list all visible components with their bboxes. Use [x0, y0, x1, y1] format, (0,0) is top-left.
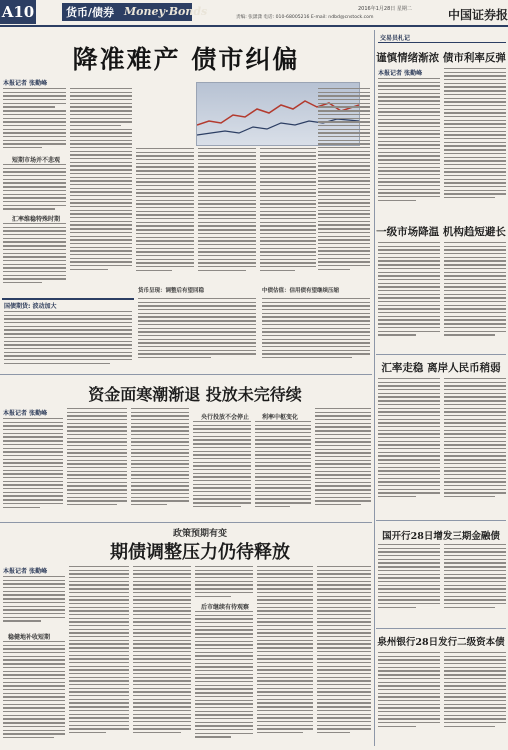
- main-story-lower-b: [262, 298, 370, 368]
- futures-note-text: [4, 311, 132, 367]
- right-headline-2: 一级市场降温 机构趋短避长: [376, 226, 506, 238]
- capital-col5: [255, 421, 311, 518]
- capital-col6: [315, 408, 371, 518]
- subhead-money-outlook: 货币呈现：调整后有望回稳: [138, 288, 205, 294]
- masthead-editor-line: 责编: 张潇潇 电话: 010-68005216 E-mail: ndbd@cnstock.com: [236, 15, 374, 20]
- subhead-central-bank: 央行投放不会停止: [201, 414, 250, 421]
- masthead-section-title: 货币/债券: [66, 6, 115, 19]
- main-headline: 降准难产 债市纠偏: [72, 45, 300, 74]
- right-headline-1: 谨慎情绪渐浓 债市利率反弹: [376, 52, 506, 64]
- right-rule-1: [376, 354, 506, 355]
- masthead-date: 2016年1月28日 星期二: [358, 6, 412, 12]
- main-story-col6: [318, 88, 370, 288]
- subhead-short-hedging: 稳健地补收短期: [8, 634, 51, 641]
- main-story-col5: [260, 148, 316, 288]
- futures-col1: [3, 576, 65, 630]
- right-headline-5: 泉州银行28日发行二级资本债: [377, 637, 505, 648]
- right-story-5b: [444, 652, 506, 746]
- futures-note-title: 国债期货: 波动加大: [4, 303, 57, 310]
- right-story-3b: [444, 378, 506, 516]
- subhead-rate-center: 利率中枢变化: [262, 414, 299, 421]
- page-number-badge: A10: [0, 0, 36, 24]
- right-headline-4: 国开行28日增发三期金融债: [382, 531, 500, 542]
- right-rule-3: [376, 628, 506, 629]
- right-story-4a: [378, 544, 440, 624]
- subhead-credit-outlook: 中债估值：信用债有望继续压缩: [262, 288, 340, 294]
- futures-col4: [195, 566, 253, 600]
- masthead-rule: [0, 25, 508, 27]
- futures-kicker: 政策预期有变: [172, 529, 227, 539]
- capital-col4: [193, 421, 251, 518]
- rule-under-main: [0, 374, 372, 375]
- right-byline-1: 本报记者 张勤峰: [378, 70, 423, 77]
- right-story-5a: [378, 652, 440, 746]
- capital-col2: [67, 408, 127, 518]
- right-section-kicker: 交易员札记: [380, 35, 411, 42]
- right-story-1a: [378, 78, 440, 218]
- right-story-2b: [444, 242, 506, 350]
- rule-under-capital: [0, 522, 372, 523]
- subhead-fx-stability: 汇率维稳特殊时期: [12, 216, 61, 223]
- masthead-paper-name: 中国证券报: [448, 8, 508, 22]
- main-story-col1b: [3, 164, 66, 214]
- right-story-4b: [444, 544, 506, 624]
- capital-byline: 本报记者 张勤峰: [3, 410, 48, 417]
- subhead-short-term: 短期市场并不悲观: [12, 157, 61, 164]
- main-story-col3: [136, 148, 194, 288]
- main-story-col2: [70, 88, 132, 288]
- right-story-1b: [444, 68, 506, 218]
- main-story-col1: [3, 88, 66, 154]
- main-story-col4: [198, 148, 256, 288]
- futures-col1b: [3, 641, 65, 745]
- futures-col6: [317, 566, 371, 746]
- main-story-lower-a: [138, 298, 256, 368]
- main-story-col1c: [3, 223, 66, 289]
- right-rule-2: [376, 520, 506, 521]
- right-headline-3: 汇率走稳 离岸人民币稍弱: [381, 362, 501, 374]
- futures-col2: [69, 566, 129, 746]
- futures-byline: 本报记者 张勤峰: [3, 568, 48, 575]
- masthead-section-en: Money·Bonds: [124, 5, 208, 18]
- capital-col1: [3, 418, 63, 518]
- capital-col3: [131, 408, 189, 518]
- right-column-divider: [374, 30, 375, 746]
- futures-col3: [133, 566, 191, 746]
- right-story-2a: [378, 242, 440, 350]
- futures-col5: [257, 566, 313, 746]
- capital-headline: 资金面寒潮渐退 投放未完待续: [88, 385, 302, 404]
- futures-col4b: [195, 611, 253, 746]
- subhead-watch-later: 后市继续有待观察: [201, 604, 250, 611]
- lead-byline: 本报记者 张勤峰: [3, 80, 48, 87]
- right-story-3a: [378, 378, 440, 516]
- futures-headline: 期债调整压力仍待释放: [110, 542, 290, 563]
